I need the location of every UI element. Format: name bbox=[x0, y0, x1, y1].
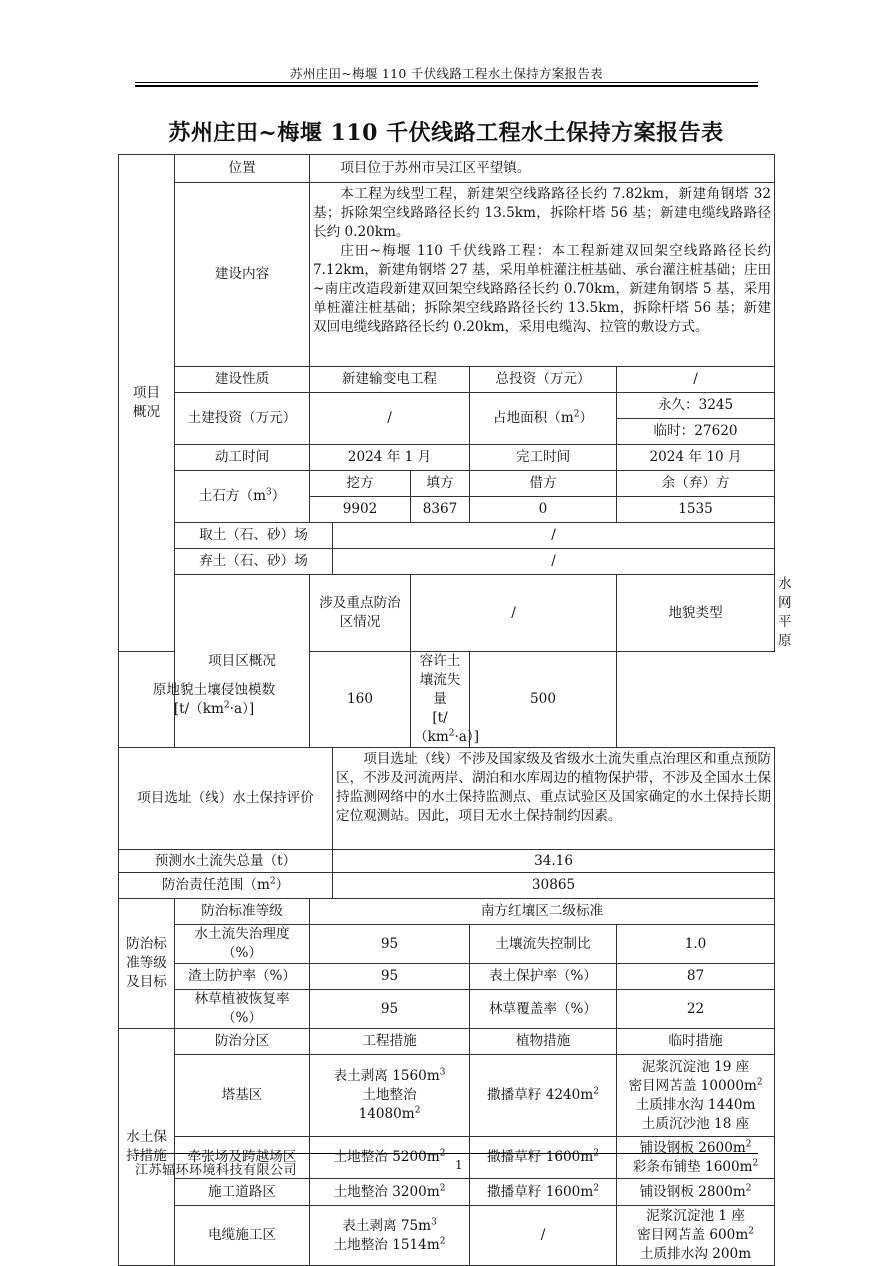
earthwork-label: 土石方$(m^3)$ bbox=[175, 471, 310, 523]
land-area-label: 占地面积$(m^2)$ bbox=[470, 393, 617, 445]
standard-level-label: 防治标准等级 bbox=[175, 899, 310, 925]
zone-cable: 电缆施工区 bbox=[175, 1206, 310, 1266]
road-plant: 撒播草籽 $1600m^2$ bbox=[470, 1179, 617, 1206]
construction-content bbox=[310, 183, 775, 367]
civil-invest-value: / bbox=[310, 393, 470, 445]
construction-paragraph-2: 庄田~梅堰 110 千伏线路工程：本工程新建双回架空线路路径长约 7.12km，新建角钢塔 27 基，采用单桩灌注桩基础、承台灌注桩基础；庄田~南庄改造段新建双回架空线路路径长约 0.70km，新建角钢塔 5 基，采用单桩灌注桩基础；拆除架空线路路径长约 13.5km，拆除杆塔 56 基；新建双回电缆线路路径长约 0.20km，采用电缆沟、拉管的敷设方式。 bbox=[313, 243, 772, 335]
earth-header-fill: 填方 bbox=[411, 471, 470, 497]
standard-row-label: 林草覆盖率（%） bbox=[470, 990, 617, 1029]
standard-row-label: 水土流失治理度（%） bbox=[175, 925, 310, 964]
standard-row-value: 87 bbox=[617, 964, 775, 990]
earth-value-spoil: 1535 bbox=[617, 497, 775, 523]
zone-stringing: 牵张场及跨越场区 bbox=[175, 1137, 310, 1179]
page-number: 1 bbox=[455, 1158, 463, 1172]
construction-label: 建设内容 bbox=[175, 183, 310, 367]
earth-value-borrow: 0 bbox=[470, 497, 617, 523]
section-measures: 水土保持措施 bbox=[119, 1029, 175, 1266]
responsibility-value: 30865 bbox=[333, 873, 775, 899]
standard-row-value: 22 bbox=[617, 990, 775, 1029]
standard-level-value: 南方红壤区二级标准 bbox=[310, 899, 775, 925]
section-standards: 防治标准等级及目标 bbox=[119, 899, 175, 1029]
start-label: 动工时间 bbox=[175, 445, 310, 471]
standard-row-label: 渣土防护率（%） bbox=[175, 964, 310, 990]
earth-value-excavation: 9902 bbox=[310, 497, 411, 523]
standard-row-value: 95 bbox=[310, 925, 470, 964]
erosion-modulus-label: 原地貌土壤侵蚀模数 $[t/(km^2\cdot a)]$ bbox=[119, 652, 310, 748]
start-value: 2024 年 1 月 bbox=[310, 445, 470, 471]
allowable-loss-label: 容许土壤流失量 $[t/(km^2\cdot a)]$ bbox=[411, 652, 470, 748]
document-title: 苏州庄田~梅堰 110 千伏线路工程水土保持方案报告表 bbox=[168, 120, 724, 146]
zone-tower: 塔基区 bbox=[175, 1055, 310, 1137]
location-value: 项目位于苏州市吴江区平望镇。 bbox=[310, 155, 775, 183]
road-engineering: 土地整治 $3200m^2$ bbox=[310, 1179, 470, 1206]
predicted-loss-value: 34.16 bbox=[333, 850, 775, 873]
predicted-loss-label: 预测水土流失总量（t） bbox=[119, 850, 333, 873]
stringing-temporary: 铺设钢板 $2600m^2$ 彩条布铺垫 $1600m^2$ bbox=[617, 1137, 775, 1179]
total-invest-label: 总投资（万元） bbox=[470, 367, 617, 393]
responsibility-label: 防治责任范围$(m^2)$ bbox=[119, 873, 333, 899]
tower-temporary: 泥浆沉淀池 19 座 密目网苫盖 $10000m^2$ 土质排水沟 1440m 土质沉沙池 18 座 bbox=[617, 1055, 775, 1137]
header-rule-thin bbox=[135, 82, 758, 83]
nature-value: 新建输变电工程 bbox=[310, 367, 470, 393]
earth-header-spoil: 余（弃）方 bbox=[617, 471, 775, 497]
standard-row-label: 林草植被恢复率（%） bbox=[175, 990, 310, 1029]
site-evaluation-label: 项目选址（线）水土保持评价 bbox=[119, 748, 333, 850]
land-temporary: 临时：27620 bbox=[617, 419, 775, 445]
measures-header-engineering: 工程措施 bbox=[310, 1029, 470, 1055]
end-value: 2024 年 10 月 bbox=[617, 445, 775, 471]
allowable-loss-value: 500 bbox=[470, 652, 617, 748]
standard-row-label: 表土保护率（%） bbox=[470, 964, 617, 990]
tower-plant: 撒播草籽 $4240m^2$ bbox=[470, 1055, 617, 1137]
footer-company: 江苏辐环环境科技有限公司 bbox=[135, 1163, 298, 1178]
standard-row-value: 95 bbox=[310, 990, 470, 1029]
report-table: 项目概况 位置 项目位于苏州市吴江区平望镇。 建设内容 本工程为线型工程，新建架空线路路径长约 7.82km，新建角钢塔 32 基；拆除架空线路路径长约 13.5km，拆除杆塔 56 基；新建电缆线路路径长约 0.20km。 庄田~梅堰 110 千伏线路工程：本工程新建双回架空线路路径长约 7.12km，新建角钢塔 27 基，采用单桩灌注桩基础、承台灌注桩基础；庄田~南庄改造段新建双回架空线路路径长约 0.70km，新建角钢塔 5 基，采用单桩灌注桩基础；拆除架空线路路径长约 13.5km，拆除杆塔 56 基；新建双回电缆线路路径长约 0.20km，采用电缆沟、拉管的敷设方式。 建设性质 新建输变电工程 总投资（万元） / 土建投资（万元） / 占地面积$(m^2)$ 永久：3245 临时：27620 动工时间 2024 年 1 月 完工时间 2024 年 10 月 土石方$(m^3)$ 挖方 填方 借方 余（弃）方 9902 8367 0 1535 取土（石、砂）场 / 弃土（石、砂）场 / 项目区概况 涉及重点防治区情况 / 地貌类型 水网平原 原地貌土壤侵蚀模数 $[t/(km^2\cdot a)]$ 160 容许土壤流失量 $[t/(km^2\cdot a)]$ 500 项目选址（线）水土保持评价 项目选址（线）不涉及国家级及省级水土流失重点治理区和重点预防区，不涉及河流两岸、湖泊和水库周边的植物保护带，不涉及全国水土保持监测网络中的水土保持监测点、重点试验区及国家确定的水土保持长期定位观测站。因此，项目无水土保持制约因素。 预测水土流失总量（t） 34.16 防治责任范围$(m^2)$ 30865 防治标准等级及目标 防治标准等级 南方红壤区二级标准 水土流失治理度（%） 95 土壤流失控制比 1.0 渣土防护率（%） 95 表土保护率（%） 87 林草植被恢复率（%） 95 林草覆盖率（%） 22 水土保持措施 防治分区 工程措施 植物措施 临时措施 塔基区 表土剥离 $1560m^3$ 土地整治 $14080m^2$ 撒播草籽 $4240m^2$ 泥浆沉淀池 19 座 密目网苫盖 $10000m^2$ 土质排水沟 1440m 土质沉沙池 18 座 牵张场及跨越场区 土地整治 $5200m^2$ 撒播草籽 $1600m^2$ 铺设钢板 $2600m^2$ 彩条布铺垫 $1600m^2$ 施工道路区 土地整治 $3200m^2$ 撒播草籽 $1600m^2$ 铺设钢板 $2800m^2$ 电缆施工区 表土剥离 $75m^3$ 土地整治 $1514m^2$ / 泥浆沉淀池 1 座 密目网苫盖 $600m^2$ 土质排水沟 200m bbox=[118, 154, 775, 1266]
earth-header-excavation: 挖方 bbox=[310, 471, 411, 497]
road-temporary: 铺设钢板 $2800m^2$ bbox=[617, 1179, 775, 1206]
section-project-overview: 项目概况 bbox=[119, 155, 175, 652]
construction-paragraph-1: 本工程为线型工程，新建架空线路路径长约 7.82km，新建角钢塔 32 基；拆除架空线路路径长约 13.5km，拆除杆塔 56 基；新建电缆线路路径长约 0.20km。 bbox=[313, 186, 772, 240]
footer-rule bbox=[135, 1153, 758, 1154]
civil-invest-label: 土建投资（万元） bbox=[175, 393, 310, 445]
running-header: 苏州庄田~梅堰 110 千伏线路工程水土保持方案报告表 bbox=[290, 66, 603, 81]
measures-header-zone: 防治分区 bbox=[175, 1029, 310, 1055]
site-evaluation-text: 项目选址（线）不涉及国家级及省级水土流失重点治理区和重点预防区，不涉及河流两岸、湖泊和水库周边的植物保护带，不涉及全国水土保持监测网络中的水土保持监测点、重点试验区及国家确定的水土保持长期定位观测站。因此，项目无水土保持制约因素。 bbox=[333, 748, 775, 850]
total-invest-value: / bbox=[617, 367, 775, 393]
standard-row-label: 土壤流失控制比 bbox=[470, 925, 617, 964]
cable-temporary: 泥浆沉淀池 1 座 密目网苫盖 $600m^2$ 土质排水沟 200m bbox=[617, 1206, 775, 1266]
cable-plant: / bbox=[470, 1206, 617, 1266]
standard-row-value: 1.0 bbox=[617, 925, 775, 964]
zone-road: 施工道路区 bbox=[175, 1179, 310, 1206]
borrow-site-value: / bbox=[333, 523, 775, 549]
cable-engineering: 表土剥离 $75m^3$ 土地整治 $1514m^2$ bbox=[310, 1206, 470, 1266]
landform-label: 地貌类型 bbox=[617, 575, 775, 652]
land-permanent: 永久：3245 bbox=[617, 393, 775, 419]
erosion-modulus-value: 160 bbox=[310, 652, 411, 748]
earth-header-borrow: 借方 bbox=[470, 471, 617, 497]
section-area-overview: 项目区概况 bbox=[175, 575, 310, 748]
standard-row-value: 95 bbox=[310, 964, 470, 990]
earth-value-fill: 8367 bbox=[411, 497, 470, 523]
borrow-site-label: 取土（石、砂）场 bbox=[175, 523, 333, 549]
tower-engineering: 表土剥离 $1560m^3$ 土地整治 $14080m^2$ bbox=[310, 1055, 470, 1137]
location-label: 位置 bbox=[175, 155, 310, 183]
key-zone-label: 涉及重点防治区情况 bbox=[310, 575, 411, 652]
measures-header-temporary: 临时措施 bbox=[617, 1029, 775, 1055]
nature-label: 建设性质 bbox=[175, 367, 310, 393]
end-label: 完工时间 bbox=[470, 445, 617, 471]
spoil-site-label: 弃土（石、砂）场 bbox=[175, 549, 333, 575]
measures-header-plant: 植物措施 bbox=[470, 1029, 617, 1055]
spoil-site-value: / bbox=[333, 549, 775, 575]
header-rule-thick bbox=[135, 85, 758, 87]
key-zone-value: / bbox=[411, 575, 617, 652]
stringing-plant: 撒播草籽 $1600m^2$ bbox=[470, 1137, 617, 1179]
stringing-engineering: 土地整治 $5200m^2$ bbox=[310, 1137, 470, 1179]
